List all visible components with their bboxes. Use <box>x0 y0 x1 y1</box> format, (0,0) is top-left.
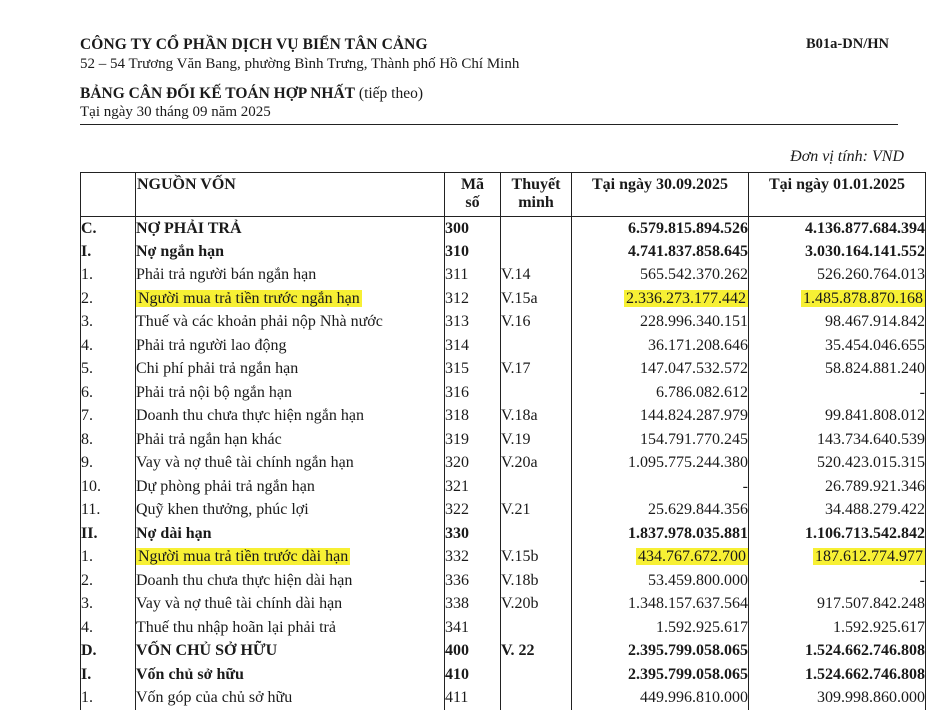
row-value-period-end: 1.095.775.244.380 <box>572 452 749 476</box>
row-index: II. <box>81 522 136 546</box>
row-note: V.19 <box>501 428 572 452</box>
company-name: CÔNG TY CỔ PHẦN DỊCH VỤ BIỂN TÂN CẢNG <box>80 36 428 54</box>
row-value-period-start: 520.423.015.315 <box>749 452 926 476</box>
row-note: V.15b <box>501 546 572 570</box>
table-row <box>81 405 926 429</box>
row-note: V.17 <box>501 358 572 382</box>
header-code <box>445 173 501 217</box>
row-value-period-start: 26.789.921.346 <box>749 475 926 499</box>
row-code: 336 <box>445 569 501 593</box>
header-code-line2: số <box>465 194 479 211</box>
row-index: 4. <box>81 616 136 640</box>
row-note: V.18b <box>501 569 572 593</box>
table-row <box>81 452 926 476</box>
row-value-period-start: - <box>749 381 926 405</box>
row-value-period-end: 6.786.082.612 <box>572 381 749 405</box>
row-code: 400 <box>445 640 501 664</box>
row-code: 318 <box>445 405 501 429</box>
table-header-row <box>81 173 926 217</box>
row-label-cell <box>136 287 445 311</box>
header-divider <box>80 124 898 125</box>
table-row <box>81 640 926 664</box>
row-note <box>501 522 572 546</box>
row-value-period-start: 526.260.764.013 <box>749 264 926 288</box>
header-period-end: Tại ngày 30.09.2025 <box>572 173 749 217</box>
report-title-suffix: (tiếp theo) <box>355 85 423 102</box>
row-label: Nợ dài hạn <box>136 522 445 546</box>
row-note <box>501 217 572 241</box>
table-row <box>81 616 926 640</box>
row-note: V.15a <box>501 287 572 311</box>
row-value-period-end: 1.837.978.035.881 <box>572 522 749 546</box>
header-period-start: Tại ngày 01.01.2025 <box>749 173 926 217</box>
table-row <box>81 217 926 241</box>
table-row <box>81 428 926 452</box>
row-value-period-start: 58.824.881.240 <box>749 358 926 382</box>
row-code: 341 <box>445 616 501 640</box>
row-code: 410 <box>445 663 501 687</box>
row-code: 330 <box>445 522 501 546</box>
row-note: V. 22 <box>501 640 572 664</box>
row-label: Thuế thu nhập hoãn lại phải trả <box>136 616 445 640</box>
row-code: 313 <box>445 311 501 335</box>
table-row <box>81 358 926 382</box>
header-code-line1: Mã <box>461 176 484 193</box>
header-capital-source: NGUỒN VỐN <box>136 173 445 217</box>
row-code: 310 <box>445 240 501 264</box>
row-index: D. <box>81 640 136 664</box>
row-note <box>501 334 572 358</box>
row-value-period-start-highlighted: 187.612.774.977 <box>813 548 925 565</box>
row-code: 338 <box>445 593 501 617</box>
row-value-period-start: 917.507.842.248 <box>749 593 926 617</box>
row-value-period-end-highlighted: 2.336.273.177.442 <box>624 290 748 307</box>
row-value-period-end: 449.996.810.000 <box>572 687 749 710</box>
form-code: B01a-DN/HN <box>806 36 889 53</box>
row-note <box>501 240 572 264</box>
row-label: Vốn chủ sở hữu <box>136 663 445 687</box>
row-note <box>501 475 572 499</box>
row-code: 312 <box>445 287 501 311</box>
row-value-period-start: 1.524.662.746.808 <box>749 663 926 687</box>
row-value-period-end-cell <box>572 287 749 311</box>
table-row <box>81 522 926 546</box>
row-label-cell <box>136 546 445 570</box>
row-label: Dự phòng phải trả ngắn hạn <box>136 475 445 499</box>
table-row <box>81 334 926 358</box>
table-row <box>81 593 926 617</box>
row-value-period-end-highlighted: 434.767.672.700 <box>636 548 748 565</box>
table-row <box>81 546 926 570</box>
row-value-period-end: 36.171.208.646 <box>572 334 749 358</box>
row-value-period-end-cell <box>572 546 749 570</box>
row-code: 315 <box>445 358 501 382</box>
row-code: 321 <box>445 475 501 499</box>
balance-sheet-table <box>80 172 926 710</box>
row-label: Doanh thu chưa thực hiện dài hạn <box>136 569 445 593</box>
row-code: 411 <box>445 687 501 710</box>
row-note: V.20b <box>501 593 572 617</box>
row-index: 1. <box>81 264 136 288</box>
row-index: 9. <box>81 452 136 476</box>
row-code: 332 <box>445 546 501 570</box>
row-value-period-end: 2.395.799.058.065 <box>572 663 749 687</box>
row-index: 11. <box>81 499 136 523</box>
row-index: 8. <box>81 428 136 452</box>
row-value-period-end: 154.791.770.245 <box>572 428 749 452</box>
row-value-period-start: 1.524.662.746.808 <box>749 640 926 664</box>
row-value-period-end: 6.579.815.894.526 <box>572 217 749 241</box>
row-index: 1. <box>81 546 136 570</box>
row-index: I. <box>81 663 136 687</box>
table-row <box>81 287 926 311</box>
row-value-period-end: 144.824.287.979 <box>572 405 749 429</box>
table-row <box>81 499 926 523</box>
row-value-period-start: 3.030.164.141.552 <box>749 240 926 264</box>
row-value-period-start: 1.106.713.542.842 <box>749 522 926 546</box>
currency-unit: Đơn vị tính: VND <box>790 148 904 166</box>
row-value-period-start: 4.136.877.684.394 <box>749 217 926 241</box>
row-label: VỐN CHỦ SỞ HỮU <box>136 640 445 664</box>
row-code: 319 <box>445 428 501 452</box>
table-row <box>81 663 926 687</box>
row-value-period-start: 34.488.279.422 <box>749 499 926 523</box>
row-index: C. <box>81 217 136 241</box>
row-label: Nợ ngắn hạn <box>136 240 445 264</box>
row-label: Quỹ khen thưởng, phúc lợi <box>136 499 445 523</box>
table-row <box>81 381 926 405</box>
row-label: Phải trả ngắn hạn khác <box>136 428 445 452</box>
header-note <box>501 173 572 217</box>
row-index: 10. <box>81 475 136 499</box>
row-label: Phải trả người lao động <box>136 334 445 358</box>
table-row <box>81 240 926 264</box>
row-value-period-end: 53.459.800.000 <box>572 569 749 593</box>
row-value-period-end: 228.996.340.151 <box>572 311 749 335</box>
company-address: 52 – 54 Trương Văn Bang, phường Bình Trưng, Thành phố Hồ Chí Minh <box>80 56 519 73</box>
row-value-period-end: - <box>572 475 749 499</box>
row-value-period-end: 147.047.532.572 <box>572 358 749 382</box>
row-code: 314 <box>445 334 501 358</box>
row-index: I. <box>81 240 136 264</box>
row-value-period-start-highlighted: 1.485.878.870.168 <box>801 290 925 307</box>
row-label: NỢ PHẢI TRẢ <box>136 217 445 241</box>
row-value-period-end: 2.395.799.058.065 <box>572 640 749 664</box>
row-index: 4. <box>81 334 136 358</box>
row-code: 300 <box>445 217 501 241</box>
row-label-highlighted: Người mua trả tiền trước dài hạn <box>136 548 350 565</box>
report-title <box>80 85 423 103</box>
row-index: 6. <box>81 381 136 405</box>
row-index: 7. <box>81 405 136 429</box>
table-row <box>81 569 926 593</box>
row-value-period-start: 35.454.046.655 <box>749 334 926 358</box>
row-value-period-end: 1.592.925.617 <box>572 616 749 640</box>
row-value-period-end: 4.741.837.858.645 <box>572 240 749 264</box>
row-index: 3. <box>81 311 136 335</box>
row-label: Thuế và các khoản phải nộp Nhà nước <box>136 311 445 335</box>
report-title-main: BẢNG CÂN ĐỐI KẾ TOÁN HỢP NHẤT <box>80 85 355 102</box>
row-value-period-end: 25.629.844.356 <box>572 499 749 523</box>
report-date: Tại ngày 30 tháng 09 năm 2025 <box>80 104 271 121</box>
row-label: Phải trả nội bộ ngắn hạn <box>136 381 445 405</box>
row-note: V.18a <box>501 405 572 429</box>
row-value-period-start-cell <box>749 287 926 311</box>
row-note: V.20a <box>501 452 572 476</box>
row-note: V.16 <box>501 311 572 335</box>
row-value-period-start: 143.734.640.539 <box>749 428 926 452</box>
row-code: 320 <box>445 452 501 476</box>
row-label: Vốn góp của chủ sở hữu <box>136 687 445 710</box>
row-value-period-start: 1.592.925.617 <box>749 616 926 640</box>
header-note-line2: minh <box>518 194 554 211</box>
row-value-period-start: - <box>749 569 926 593</box>
row-index: 5. <box>81 358 136 382</box>
row-label: Chi phí phải trả ngắn hạn <box>136 358 445 382</box>
row-index: 2. <box>81 569 136 593</box>
row-value-period-start: 99.841.808.012 <box>749 405 926 429</box>
row-value-period-start-cell <box>749 546 926 570</box>
row-index: 2. <box>81 287 136 311</box>
row-label: Vay và nợ thuê tài chính dài hạn <box>136 593 445 617</box>
row-code: 322 <box>445 499 501 523</box>
table-row <box>81 687 926 710</box>
row-note <box>501 381 572 405</box>
row-value-period-start: 309.998.860.000 <box>749 687 926 710</box>
row-value-period-start: 98.467.914.842 <box>749 311 926 335</box>
row-value-period-end: 1.348.157.637.564 <box>572 593 749 617</box>
row-value-period-end: 565.542.370.262 <box>572 264 749 288</box>
row-index: 1. <box>81 687 136 710</box>
table-row <box>81 475 926 499</box>
row-note <box>501 687 572 710</box>
row-index: 3. <box>81 593 136 617</box>
row-code: 316 <box>445 381 501 405</box>
row-note <box>501 663 572 687</box>
row-note: V.21 <box>501 499 572 523</box>
row-label-highlighted: Người mua trả tiền trước ngắn hạn <box>136 290 362 307</box>
row-note: V.14 <box>501 264 572 288</box>
row-label: Doanh thu chưa thực hiện ngắn hạn <box>136 405 445 429</box>
table-row <box>81 264 926 288</box>
header-index <box>81 173 136 217</box>
row-label: Vay và nợ thuê tài chính ngắn hạn <box>136 452 445 476</box>
header-note-line1: Thuyết <box>512 176 561 193</box>
row-code: 311 <box>445 264 501 288</box>
row-label: Phải trả người bán ngắn hạn <box>136 264 445 288</box>
row-note <box>501 616 572 640</box>
table-row <box>81 311 926 335</box>
